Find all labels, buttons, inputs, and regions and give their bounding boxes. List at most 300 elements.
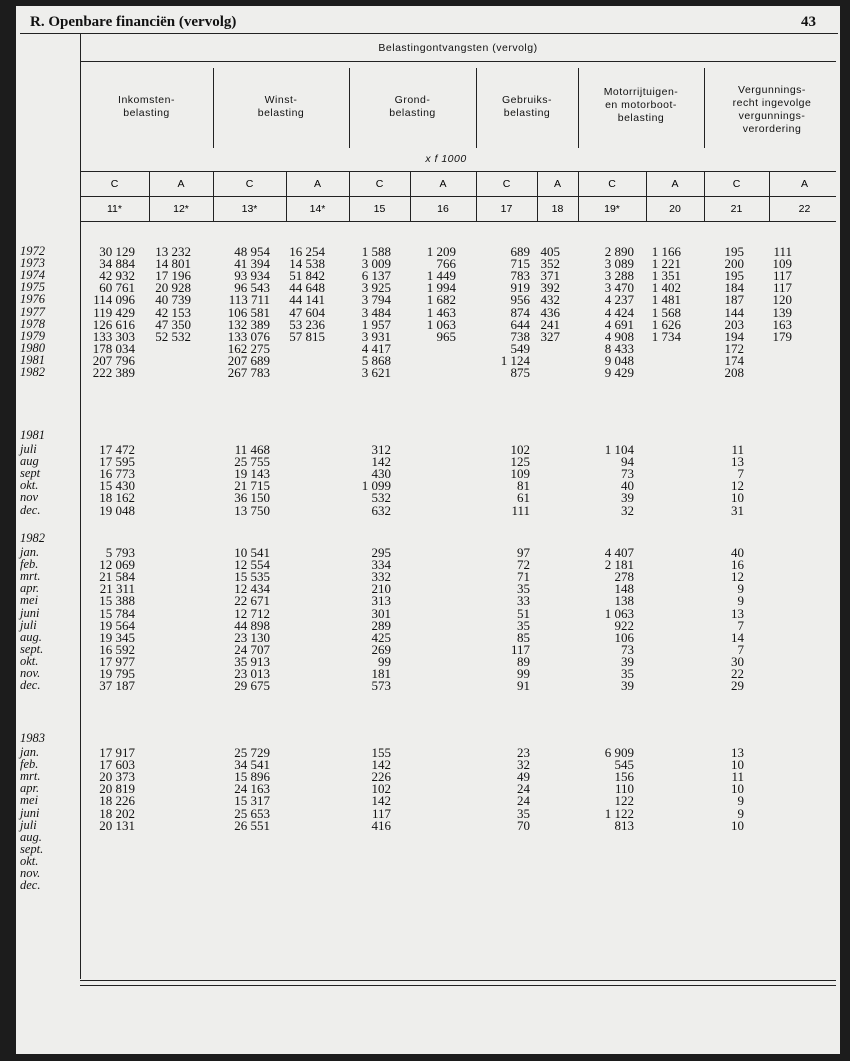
table-cell: 29 675 <box>234 678 270 694</box>
row-label: sept. <box>20 641 44 656</box>
table-row <box>16 491 840 504</box>
row-label: juni <box>20 805 40 820</box>
row-label: 1977 <box>20 304 45 319</box>
table-cell: 1 122 <box>604 805 634 821</box>
table-row <box>16 455 840 468</box>
table-cell: 3 089 <box>604 256 634 272</box>
table-row <box>16 643 840 656</box>
table-cell: 89 <box>517 653 530 669</box>
table-cell: 102 <box>510 442 530 457</box>
table-cell: 14 538 <box>289 256 325 272</box>
table-cell: 416 <box>371 817 391 833</box>
table-cell: 48 954 <box>234 244 270 259</box>
table-cell: 73 <box>621 466 634 482</box>
table-cell: 35 <box>517 581 530 597</box>
table-row <box>16 819 840 832</box>
table-cell: 1 351 <box>651 268 681 284</box>
table-cell: 70 <box>517 817 530 833</box>
table-cell: 17 603 <box>99 757 135 773</box>
table-cell: 34 884 <box>99 256 135 272</box>
table-cell: 1 463 <box>426 304 456 320</box>
table-row <box>16 843 840 856</box>
table-cell: 194 <box>724 328 744 344</box>
table-row <box>16 504 840 517</box>
table-cell: 25 729 <box>234 745 270 760</box>
table-cell: 22 <box>731 666 744 681</box>
table-cell: 195 <box>724 244 744 259</box>
table-cell: 1 449 <box>426 268 456 284</box>
row-label: 1972 <box>20 244 45 258</box>
table-cell: 207 689 <box>227 352 270 368</box>
table-cell: 15 430 <box>99 478 135 494</box>
table-cell: 301 <box>371 605 391 621</box>
table-cell: 30 129 <box>99 244 135 259</box>
column-number-10: 20 <box>669 203 681 215</box>
page-number: 43 <box>801 14 816 30</box>
table-cell: 15 388 <box>99 593 135 609</box>
table-cell: 21 715 <box>234 478 270 494</box>
table-cell: 1 209 <box>426 244 456 259</box>
table-cell: 4 237 <box>604 292 634 308</box>
table-row <box>16 318 840 331</box>
table-cell: 203 <box>724 316 744 332</box>
table-cell: 35 <box>517 805 530 821</box>
table-cell: 22 671 <box>234 593 270 609</box>
table-cell: 39 <box>621 653 634 669</box>
table-cell: 12 <box>731 569 744 585</box>
group-header-5: Vergunnings- recht ingevolge vergunnings- verordering <box>732 84 812 135</box>
group-divider <box>476 68 477 148</box>
table-cell: 1 402 <box>651 280 681 296</box>
table-cell: 20 928 <box>155 280 191 296</box>
table-cell: 874 <box>510 304 530 320</box>
table-cell: 392 <box>540 280 560 296</box>
table-cell: 40 <box>621 478 634 494</box>
table-cell: 35 913 <box>234 653 270 669</box>
table-cell: 16 254 <box>289 244 325 259</box>
table-cell: 21 584 <box>99 569 135 585</box>
table-cell: 15 784 <box>99 605 135 621</box>
table-cell: 312 <box>371 442 391 457</box>
table-cell: 200 <box>724 256 744 272</box>
table-cell: 17 472 <box>99 442 135 457</box>
column-number-7: 17 <box>500 203 513 215</box>
table-cell: 24 <box>517 793 530 809</box>
table-cell: 117 <box>772 268 792 284</box>
table-cell: 142 <box>371 454 391 470</box>
table-cell: 187 <box>724 292 744 308</box>
table-cell: 156 <box>614 769 634 785</box>
table-cell: 3 621 <box>361 365 391 380</box>
table-cell: 9 <box>737 593 744 609</box>
table-cell: 99 <box>378 653 391 669</box>
table-cell: 545 <box>614 757 634 773</box>
table-cell: 9 <box>737 581 744 597</box>
row-label: dec. <box>20 502 41 517</box>
table-cell: 133 076 <box>227 328 270 344</box>
table-cell: 61 <box>517 490 530 506</box>
table-cell: 965 <box>436 328 456 344</box>
table-cell: 111 <box>773 244 792 259</box>
table-cell: 142 <box>371 793 391 809</box>
table-row <box>16 619 840 632</box>
table-cell: 432 <box>540 292 560 308</box>
table-row <box>16 807 840 820</box>
table-cell: 1 063 <box>604 605 634 621</box>
table-cell: 20 819 <box>99 781 135 797</box>
table-cell: 44 898 <box>234 617 270 633</box>
table-cell: 16 592 <box>99 641 135 657</box>
table-cell: 436 <box>540 304 560 320</box>
table-cell: 109 <box>772 256 792 272</box>
row-label: 1973 <box>20 256 45 271</box>
table-row <box>16 746 840 759</box>
table-cell: 172 <box>724 340 744 356</box>
table-cell: 32 <box>517 757 530 773</box>
table-cell: 132 389 <box>227 316 270 332</box>
table-cell: 7 <box>737 617 744 633</box>
row-label: juni <box>20 605 40 620</box>
table-row <box>16 354 840 367</box>
row-label: 1979 <box>20 328 45 343</box>
table-cell: 10 541 <box>234 545 270 560</box>
table-row <box>16 655 840 668</box>
table-cell: 35 <box>517 617 530 633</box>
table-cell: 17 977 <box>99 653 135 669</box>
table-cell: 47 604 <box>289 304 325 320</box>
table-cell: 783 <box>510 268 530 284</box>
table-cell: 23 130 <box>234 629 270 645</box>
table-cell: 49 <box>517 769 530 785</box>
table-row <box>16 782 840 795</box>
group-header-4: Motorrijtuigen- en motorboot- belasting <box>603 86 679 124</box>
table-cell: 44 141 <box>289 292 325 308</box>
row-label: 1981 <box>20 352 45 367</box>
table-cell: 210 <box>371 581 391 597</box>
table-cell: 25 755 <box>234 454 270 470</box>
table-row <box>16 479 840 492</box>
section-title: R. Openbare financiën (vervolg) <box>30 14 237 30</box>
column-type-8: A <box>553 178 561 190</box>
table-cell: 532 <box>371 490 391 506</box>
row-label: aug. <box>20 629 42 644</box>
table-cell: 35 <box>621 666 634 681</box>
table-cell: 26 551 <box>234 817 270 833</box>
table-cell: 3 794 <box>361 292 391 308</box>
table-cell: 16 773 <box>99 466 135 482</box>
table-cell: 148 <box>614 581 634 597</box>
table-cell: 119 429 <box>93 304 135 320</box>
table-cell: 12 712 <box>234 605 270 621</box>
table-cell: 102 <box>371 781 391 797</box>
table-row <box>16 770 840 783</box>
row-label: feb. <box>20 557 39 572</box>
table-cell: 162 275 <box>227 340 270 356</box>
table-cell: 3 288 <box>604 268 634 284</box>
table-cell: 10 <box>731 817 744 833</box>
table-row <box>16 570 840 583</box>
table-cell: 111 <box>511 502 530 518</box>
table-cell: 51 <box>517 605 530 621</box>
table-cell: 4 417 <box>361 340 391 356</box>
table-cell: 332 <box>371 569 391 585</box>
table-cell: 1 221 <box>651 256 681 272</box>
table-cell: 117 <box>510 641 530 657</box>
table-cell: 36 150 <box>234 490 270 506</box>
table-cell: 3 009 <box>361 256 391 272</box>
table-cell: 1 682 <box>426 292 456 308</box>
table-cell: 114 096 <box>93 292 135 308</box>
column-number-8: 18 <box>551 203 564 215</box>
table-cell: 13 <box>731 745 744 760</box>
row-label: 1974 <box>20 268 45 283</box>
row-label: apr. <box>20 581 40 596</box>
table-cell: 425 <box>371 629 391 645</box>
table-cell: 97 <box>517 545 530 560</box>
table-row <box>16 855 840 868</box>
row-label: 1976 <box>20 292 45 307</box>
table-cell: 11 <box>731 442 744 457</box>
table-row <box>16 558 840 571</box>
table-cell: 11 <box>731 769 744 785</box>
row-label: mei <box>20 593 39 608</box>
table-cell: 3 931 <box>361 328 391 344</box>
table-cell: 10 <box>731 490 744 506</box>
table-cell: 110 <box>614 781 634 797</box>
table-cell: 42 153 <box>155 304 191 320</box>
table-cell: 334 <box>371 557 391 573</box>
group-header-3: Gebruiks- belasting <box>501 94 552 119</box>
table-cell: 39 <box>621 678 634 694</box>
table-cell: 16 <box>731 557 744 573</box>
row-label: juli <box>20 617 37 632</box>
table-cell: 2 890 <box>604 244 634 259</box>
bottom-rule-2 <box>80 985 836 986</box>
table-cell: 20 373 <box>99 769 135 785</box>
table-cell: 922 <box>614 617 634 633</box>
table-cell: 139 <box>772 304 792 320</box>
table-cell: 93 934 <box>234 268 270 284</box>
column-type-11: C <box>732 178 741 190</box>
table-cell: 25 653 <box>234 805 270 821</box>
table-cell: 269 <box>371 641 391 657</box>
title-underline <box>80 61 836 62</box>
header-bottom-rule <box>80 221 836 222</box>
row-label: 1978 <box>20 316 45 331</box>
table-cell: 241 <box>540 316 560 332</box>
table-cell: 91 <box>517 678 530 694</box>
table-cell: 15 896 <box>234 769 270 785</box>
table-cell: 99 <box>517 666 530 681</box>
table-cell: 632 <box>371 502 391 518</box>
table-cell: 3 470 <box>604 280 634 296</box>
table-cell: 956 <box>510 292 530 308</box>
table-cell: 195 <box>724 268 744 284</box>
table-cell: 13 232 <box>155 244 191 259</box>
table-cell: 181 <box>371 666 391 681</box>
group-divider <box>213 68 214 148</box>
table-cell: 106 581 <box>227 304 270 320</box>
table-cell: 1 124 <box>500 352 530 368</box>
table-cell: 738 <box>510 328 530 344</box>
table-cell: 96 543 <box>234 280 270 296</box>
table-cell: 23 <box>517 745 530 760</box>
table-cell: 1 481 <box>651 292 681 308</box>
year-label: 1982 <box>20 531 45 545</box>
table-cell: 549 <box>510 340 530 356</box>
table-cell: 40 739 <box>155 292 191 308</box>
group-divider <box>349 68 350 148</box>
year-label: 1981 <box>20 428 45 442</box>
table-cell: 30 <box>731 653 744 669</box>
column-type-7: C <box>502 178 511 190</box>
table-row <box>16 679 840 692</box>
table-cell: 19 048 <box>99 502 135 518</box>
bottom-rule-1 <box>80 980 836 981</box>
table-cell: 31 <box>731 502 744 518</box>
column-number-5: 15 <box>373 203 386 215</box>
row-label: aug. <box>20 829 42 844</box>
table-cell: 1 734 <box>651 328 681 344</box>
table-cell: 138 <box>614 593 634 609</box>
row-label: juli <box>20 817 37 832</box>
table-cell: 1 568 <box>651 304 681 320</box>
row-label: dec. <box>20 678 41 693</box>
table-cell: 34 541 <box>234 757 270 773</box>
table-cell: 144 <box>724 304 744 320</box>
table-cell: 10 <box>731 757 744 773</box>
row-label: jan. <box>20 545 40 559</box>
table-cell: 20 131 <box>99 817 135 833</box>
group-divider <box>578 68 579 148</box>
table-cell: 117 <box>772 280 792 296</box>
group-header-2: Grond- belasting <box>389 94 436 119</box>
table-row <box>16 667 840 680</box>
table-row <box>16 867 840 880</box>
column-number-3: 13* <box>241 203 258 215</box>
table-row <box>16 443 840 456</box>
table-cell: 19 795 <box>99 666 135 681</box>
column-type-3: C <box>245 178 254 190</box>
table-cell: 81 <box>517 478 530 494</box>
table-cell: 13 <box>731 454 744 470</box>
table-cell: 7 <box>737 466 744 482</box>
table-cell: 24 707 <box>234 641 270 657</box>
table-cell: 5 793 <box>105 545 135 560</box>
table-row <box>16 245 840 258</box>
table-cell: 40 <box>731 545 744 560</box>
table-cell: 120 <box>772 292 792 308</box>
table-cell: 573 <box>371 678 391 694</box>
year-label: 1983 <box>20 731 45 745</box>
row-label: juli <box>20 442 37 456</box>
table-cell: 32 <box>621 502 634 518</box>
table-cell: 207 796 <box>92 352 135 368</box>
table-cell: 6 909 <box>604 745 634 760</box>
row-label: mrt. <box>20 769 41 784</box>
table-cell: 222 389 <box>92 365 135 380</box>
table-row <box>16 366 840 379</box>
table-cell: 1 588 <box>361 244 391 259</box>
table-cell: 51 842 <box>289 268 325 284</box>
table-cell: 9 <box>737 805 744 821</box>
table-cell: 117 <box>371 805 391 821</box>
column-type-2: A <box>177 178 185 190</box>
table-cell: 267 783 <box>227 365 270 380</box>
column-number-11: 21 <box>730 203 743 215</box>
table-row <box>16 594 840 607</box>
table-cell: 14 801 <box>155 256 191 272</box>
table-cell: 8 433 <box>604 340 634 356</box>
table-cell: 9 <box>737 793 744 809</box>
row-label: jan. <box>20 745 40 759</box>
table-cell: 17 917 <box>99 745 135 760</box>
table-cell: 94 <box>621 454 634 470</box>
table-cell: 142 <box>371 757 391 773</box>
row-label: 1975 <box>20 280 45 295</box>
table-cell: 33 <box>517 593 530 609</box>
row-label: okt. <box>20 653 39 668</box>
table-cell: 133 303 <box>92 328 135 344</box>
column-type-5: C <box>375 178 384 190</box>
column-number-9: 19* <box>604 203 620 215</box>
table-cell: 21 311 <box>99 581 135 597</box>
table-cell: 12 <box>731 478 744 494</box>
table-cell: 278 <box>614 569 634 585</box>
table-cell: 37 187 <box>99 678 135 694</box>
table-cell: 174 <box>724 352 744 368</box>
table-cell: 17 196 <box>155 268 191 284</box>
table-row <box>16 831 840 844</box>
table-cell: 24 <box>517 781 530 797</box>
table-cell: 57 815 <box>289 328 325 344</box>
table-cell: 18 162 <box>99 490 135 506</box>
table-cell: 113 711 <box>228 292 270 308</box>
table-cell: 85 <box>517 629 530 645</box>
row-label: apr. <box>20 781 40 796</box>
table-row <box>16 342 840 355</box>
column-number-12: 22 <box>798 203 811 215</box>
table-cell: 3 925 <box>361 280 391 296</box>
table-cell: 1 063 <box>426 316 456 332</box>
table-cell: 12 069 <box>99 557 135 573</box>
table-cell: 11 468 <box>234 442 270 457</box>
row-label: mei <box>20 793 39 808</box>
table-cell: 53 236 <box>289 316 325 332</box>
table-cell: 352 <box>540 256 560 272</box>
table-cell: 9 429 <box>604 365 634 380</box>
column-type-10: A <box>671 178 679 190</box>
table-cell: 715 <box>510 256 530 272</box>
table-cell: 4 691 <box>604 316 634 332</box>
table-cell: 12 554 <box>234 557 270 573</box>
group-header-1: Winst- belasting <box>257 94 305 119</box>
column-number-2: 12* <box>173 203 189 215</box>
frame-top-rule <box>20 33 838 34</box>
table-cell: 4 908 <box>604 328 634 344</box>
row-label: dec. <box>20 878 41 893</box>
unit-rule <box>80 171 836 172</box>
table-cell: 208 <box>724 365 744 380</box>
table-title: Belastingontvangsten (vervolg) <box>378 42 538 54</box>
table-row <box>16 607 840 620</box>
table-row <box>16 758 840 771</box>
table-cell: 10 <box>731 781 744 797</box>
table-cell: 24 163 <box>234 781 270 797</box>
column-number-4: 14* <box>309 203 326 215</box>
table-cell: 919 <box>510 280 530 296</box>
table-cell: 23 013 <box>234 666 270 681</box>
